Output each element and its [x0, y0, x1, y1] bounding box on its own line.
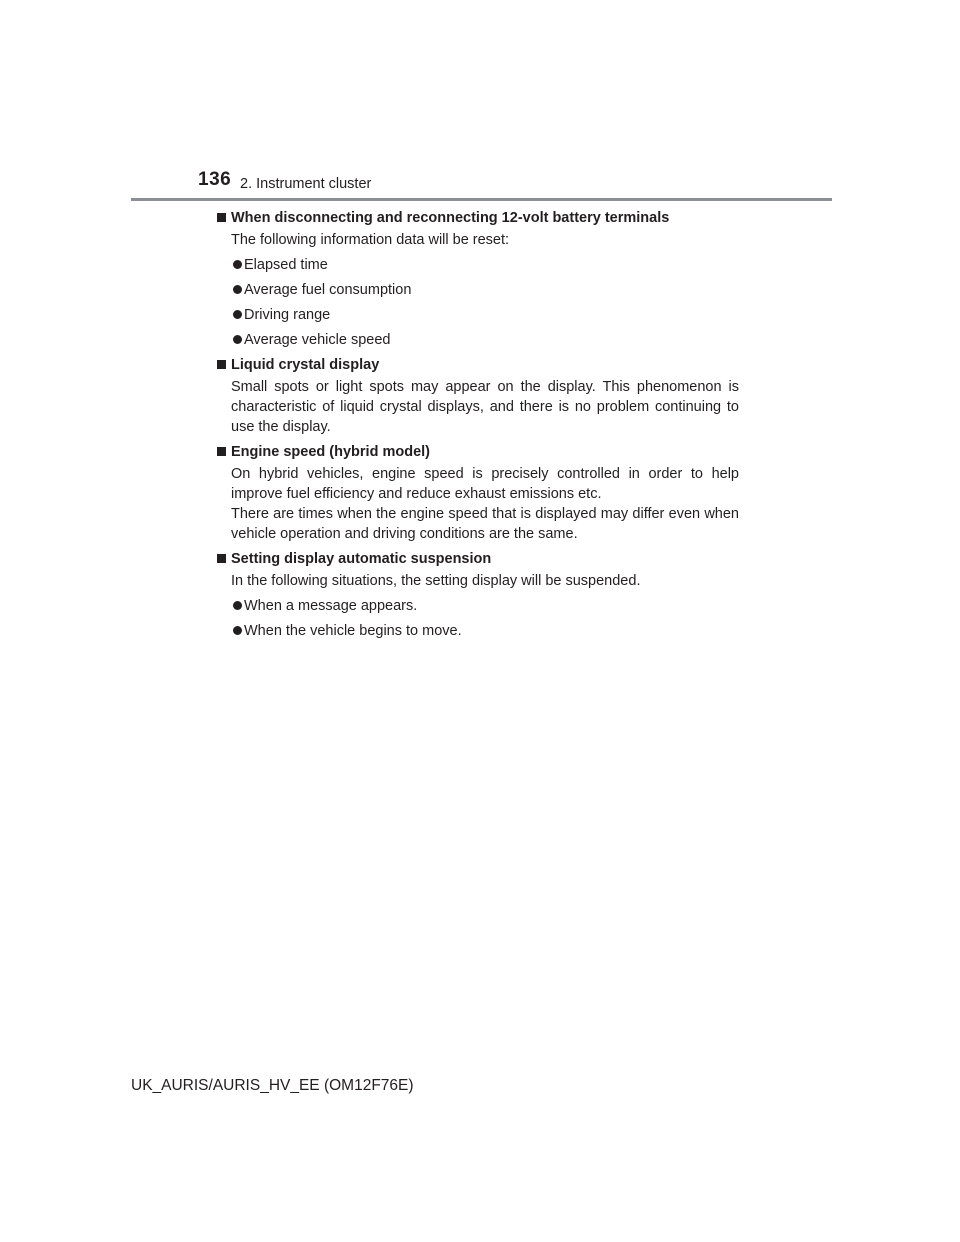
heading-text: Engine speed (hybrid model)	[231, 444, 430, 460]
list-item-text: When the vehicle begins to move.	[244, 623, 462, 639]
document-code: UK_AURIS/AURIS_HV_EE (OM12F76E)	[131, 1077, 414, 1094]
list-item	[217, 255, 739, 275]
section-heading	[217, 355, 739, 375]
list-item-text: Average vehicle speed	[244, 332, 391, 348]
list-item-text: When a message appears.	[244, 598, 418, 614]
paragraph	[217, 377, 739, 437]
page-header	[0, 0, 960, 205]
list-item	[217, 280, 739, 300]
list-item	[217, 330, 739, 350]
square-bullet-icon	[217, 447, 226, 456]
round-bullet-icon	[233, 285, 242, 294]
paragraph	[217, 230, 739, 250]
round-bullet-icon	[233, 260, 242, 269]
list-item-text: Average fuel consumption	[244, 282, 412, 298]
paragraph	[217, 571, 739, 591]
paragraph-text: The following information data will be reset:	[231, 232, 510, 248]
section-heading	[217, 442, 739, 462]
section-title: 2. Instrument cluster	[240, 176, 372, 192]
round-bullet-icon	[233, 335, 242, 344]
list-item-text: Elapsed time	[244, 257, 328, 273]
round-bullet-icon	[233, 310, 242, 319]
list-item	[217, 621, 739, 641]
section-engine-speed	[217, 442, 739, 544]
paragraph-text: There are times when the engine speed that is displayed may differ even when vehicle operation and driving conditions are the same.	[231, 506, 739, 542]
paragraph-text: Small spots or light spots may appear on the display. This phenomenon is characteristic of liquid crystal displays, and there is no problem continuing to use the display.	[231, 379, 739, 435]
page-content	[217, 208, 739, 641]
heading-text: When disconnecting and reconnecting 12-volt battery terminals	[231, 210, 670, 226]
section-heading	[217, 549, 739, 569]
round-bullet-icon	[233, 601, 242, 610]
round-bullet-icon	[233, 626, 242, 635]
paragraph-text: In the following situations, the setting display will be suspended.	[231, 573, 641, 589]
section-heading	[217, 208, 739, 228]
page-number: 136	[198, 169, 232, 190]
paragraph	[217, 464, 739, 544]
list-item-text: Driving range	[244, 307, 331, 323]
section-battery-reset	[217, 208, 739, 350]
square-bullet-icon	[217, 213, 226, 222]
header-divider	[131, 198, 832, 201]
list-item	[217, 305, 739, 325]
heading-text: Setting display automatic suspension	[231, 551, 492, 567]
square-bullet-icon	[217, 554, 226, 563]
square-bullet-icon	[217, 360, 226, 369]
list-item	[217, 596, 739, 616]
section-display-suspension	[217, 549, 739, 641]
section-lcd	[217, 355, 739, 437]
paragraph-text: On hybrid vehicles, engine speed is precisely controlled in order to help improve fuel efficiency and reduce exhaust emissions etc.	[231, 466, 739, 502]
heading-text: Liquid crystal display	[231, 357, 380, 373]
